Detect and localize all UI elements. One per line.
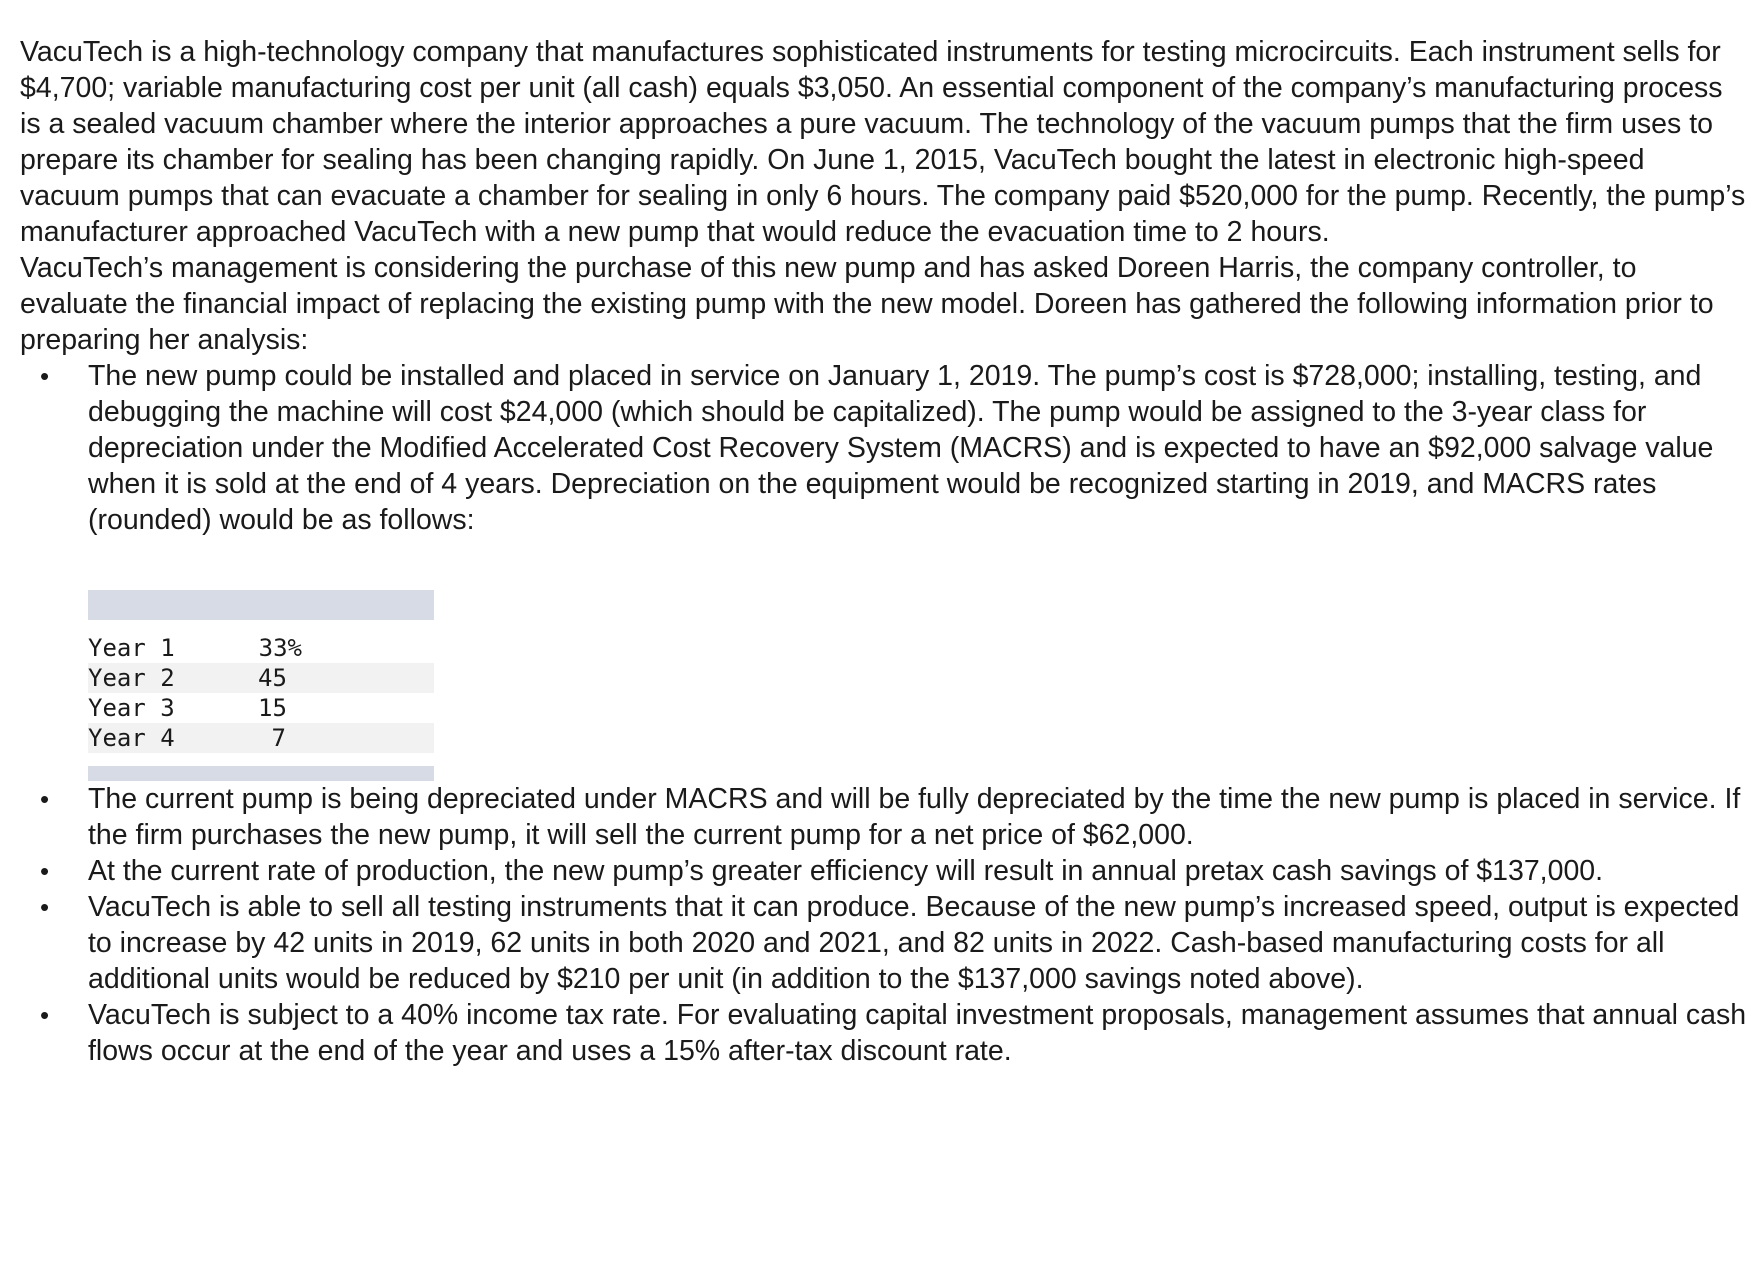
table-cell-rate: 45 [258,664,287,692]
table-row [88,633,434,663]
table-row [88,693,434,723]
table-cell-year: Year 4 [88,723,258,753]
problem-content [20,34,1750,1069]
table-cell-year: Year 3 [88,694,175,722]
table-cell-year: Year 2 [88,663,258,693]
bullet-new-pump-details: • The new pump could be installed and placed in service on January 1, 2019. The pump’s cost is $728,000; installing, testing, and debugging the machine will cost $24,000 (which should be capitalized). The pump would be assigned to the 3-year class for depreciation under the Modified Accelerated Cost Recovery System (MACRS) and is expected to have an $92,000 salvage value when it is sold at the end of 4 years. Depreciation on the equipment would be recognized starting in 2019, and MACRS rates (rounded) would be as follows: [20,358,1750,538]
table-cell-year: Year 1 [88,634,175,662]
table-cell-rate: 7 [271,724,286,752]
table-header-bar [88,590,434,620]
bullet-list-new-pump [20,358,1750,538]
table-row [88,723,434,753]
bullet-tax-rate: • VacuTech is subject to a 40% income tax rate. For evaluating capital investment proposals, management assumes that annual cash flows occur at the end of the year and uses a 15% after-tax discount rate. [20,997,1750,1069]
table-cell-rate: 15 [258,694,287,722]
table-cell-rate: 33% [258,634,302,662]
intro-paragraph-2: VacuTech’s management is considering the purchase of this new pump and has asked Doreen Harris, the company controller, to evaluate the financial impact of replacing the existing pump with the new model. Doreen has gathered the following information prior to preparing her analysis: [20,252,1714,356]
macrs-rates-table [88,590,434,781]
table-footer-bar [88,766,434,781]
bullet-output-increase: • VacuTech is able to sell all testing instruments that it can produce. Because of the new pump’s increased speed, output is expected to increase by 42 units in 2019, 62 units in both 2020 and 2021, and 82 units in 2022. Cash-based manufacturing costs for all additional units would be reduced by $210 per unit (in addition to the $137,000 savings noted above). [20,889,1750,997]
intro-paragraph-1: VacuTech is a high-technology company that manufactures sophisticated instruments for testing microcircuits. Each instrument sells for $4,700; variable manufacturing cost per unit (all cash) equals $3,050. An essential component of the company’s manufacturing process is a sealed vacuum chamber where the interior approaches a pure vacuum. The technology of the vacuum pumps that the firm uses to prepare its chamber for sealing has been changing rapidly. On June 1, 2015, VacuTech bought the latest in electronic high-speed vacuum pumps that can evacuate a chamber for sealing in only 6 hours. The company paid $520,000 for the pump. Recently, the pump’s manufacturer approached VacuTech with a new pump that would reduce the evacuation time to 2 hours. [20,36,1746,248]
bullet-current-pump: • The current pump is being depreciated under MACRS and will be fully depreciated by the time the new pump is placed in service. If the firm purchases the new pump, it will sell the current pump for a net price of $62,000. [20,781,1750,853]
bullet-cash-savings: • At the current rate of production, the new pump’s greater efficiency will result in annual pretax cash savings of $137,000. [20,853,1750,889]
bullet-list-details [20,781,1750,1069]
table-row [88,663,434,693]
